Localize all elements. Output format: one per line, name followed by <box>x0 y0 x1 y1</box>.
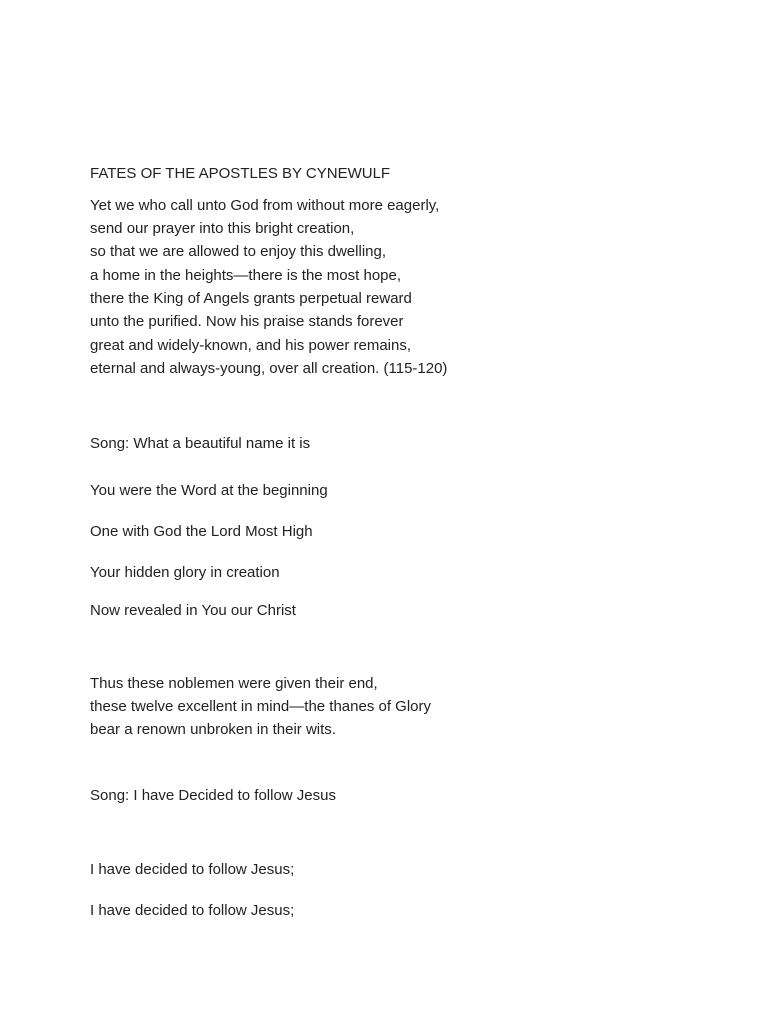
stanza1-line: Yet we who call unto God from without more eagerly, <box>90 197 440 214</box>
song1-line: Now revealed in You our Christ <box>90 602 296 619</box>
song1-heading: Song: What a beautiful name it is <box>90 435 311 452</box>
song2-line: I have decided to follow Jesus; <box>90 902 295 919</box>
song1-line: You were the Word at the beginning <box>90 482 328 499</box>
stanza1-line: eternal and always-young, over all creation. (115-120) <box>90 360 448 377</box>
song1-line: Your hidden glory in creation <box>90 564 280 581</box>
stanza1-line: great and widely-known, and his power remains, <box>90 337 411 354</box>
stanza1-line: so that we are allowed to enjoy this dwelling, <box>90 243 387 260</box>
stanza2-line: bear a renown unbroken in their wits. <box>90 721 336 738</box>
song1-line: One with God the Lord Most High <box>90 523 313 540</box>
stanza1-line: a home in the heights—there is the most hope, <box>90 267 402 284</box>
stanza1-line: unto the purified. Now his praise stands forever <box>90 313 404 330</box>
stanza2-line: these twelve excellent in mind—the thanes of Glory <box>90 698 432 715</box>
song2-heading: Song: I have Decided to follow Jesus <box>90 787 336 804</box>
song2-line: I have decided to follow Jesus; <box>90 861 295 878</box>
stanza2-line: Thus these noblemen were given their end, <box>90 675 378 692</box>
document-title: FATES OF THE APOSTLES BY CYNEWULF <box>90 165 391 182</box>
stanza1-line: send our prayer into this bright creation, <box>90 220 355 237</box>
stanza1-line: there the King of Angels grants perpetual reward <box>90 290 412 307</box>
